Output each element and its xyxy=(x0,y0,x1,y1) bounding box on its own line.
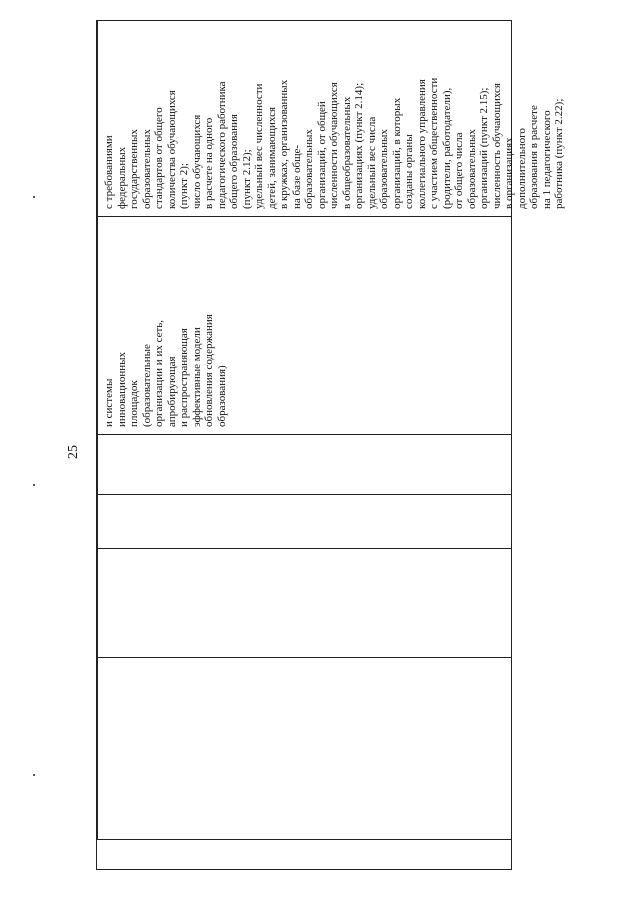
table-divider xyxy=(97,434,511,435)
scan-speck xyxy=(33,774,35,776)
table-divider xyxy=(97,494,511,495)
table-divider xyxy=(97,548,511,549)
table-divider xyxy=(97,21,98,839)
table-cell-innovation: и системы инновационных площадок (образовательные организации и их сеть, апробирующая и распространяющая эффективные модели обновления содержания образования) xyxy=(103,314,228,427)
table-cell-criteria: с требованиями федеральных государственных образовательных стандартов от общего количества обучающихся (пункт 2); число обучающихся в расчете на одного педагогического работника общего образования (пункт 2.12); удельный вес численности детей, занимающихся в кружках, организованных на базе обще- образовательных организаций, от общей численности обучающихся в общеобразовательных организациях (пункт 2.14); удельный вес числа образовательных организаций, в которых созданы органы коллегиального управления с участием общественности (родители, работодатели), от общего числа образовательных организаций (пункт 2.15); численность обучающихся в организациях дополнительного образования в расчете на 1 педагогического работника (пункт 2.22); xyxy=(103,77,565,209)
scan-speck xyxy=(33,196,35,198)
table-divider xyxy=(97,216,511,217)
scan-speck xyxy=(33,484,35,486)
rotated-table xyxy=(96,20,565,870)
table-divider xyxy=(97,657,511,658)
page-number: 25 xyxy=(66,445,81,459)
table-divider xyxy=(97,839,511,840)
